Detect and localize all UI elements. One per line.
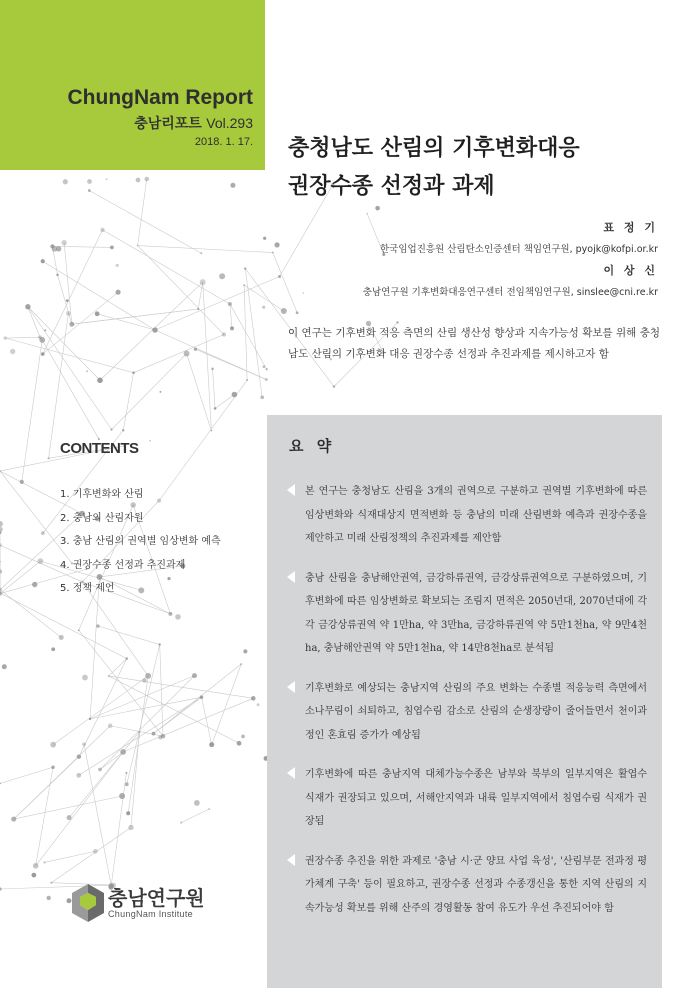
author-block-2	[363, 262, 658, 298]
series-korean-name: 충남리포트	[134, 116, 202, 132]
series-title: ChungNam Report	[67, 86, 253, 109]
summary-item-text: 본 연구는 충청남도 산림을 3개의 권역으로 구분하고 권역별 기후변화에 따른 임상변화와 식재대상지 면적변화 등 충남의 미래 산림변화 예측과 권장수종을 제안하고 미래 산림정책의 추진과제를 제안함	[305, 486, 647, 544]
summary-item-text: 충남 산림을 충남해안권역, 금강하류권역, 금강상류권역으로 구분하였으며, 기후변화에 따른 임상변화로 확보되는 조림지 면적은 2050년대, 2070년대에 각각 금강상류권역 약 1만ha, 약 3만ha, 금강하류권역 약 5만1천ha, 약 9만4천ha, 충남해안권역 약 5만1천ha, 약 14만8천ha로 분석됨	[305, 572, 647, 654]
author-name: 표 정 기	[603, 221, 658, 234]
summary-item	[287, 677, 647, 748]
issue-date: 2018. 1. 17.	[194, 136, 253, 148]
bullet-chevron-icon	[287, 767, 295, 779]
report-header-banner	[0, 0, 265, 170]
contents-item[interactable]: 3. 충남 산림의 권역별 임상변화 예측	[60, 536, 221, 547]
contents-item[interactable]: 2. 충남의 산림자원	[60, 512, 144, 524]
institute-name-english: ChungNam Institute	[108, 909, 193, 919]
author-affiliation: 충남연구원 기후변화대응연구센터 전임책임연구원, sinslee@cni.re.kr	[362, 287, 658, 298]
contents-heading: CONTENTS	[60, 440, 139, 457]
report-title-line-2: 권장수종 선정과 과제	[288, 174, 495, 199]
summary-item-text: 기후변화로 예상되는 충남지역 산림의 주요 변화는 수종별 적응능력 측면에서 소나무림이 쇠퇴하고, 침엽수림 감소로 산림의 순생장량이 줄어들면서 천이과정인 혼효림 증가가 예상됨	[305, 682, 647, 741]
contents-item[interactable]: 1. 기후변화와 산림	[60, 489, 144, 500]
contents-item[interactable]: 5. 정책 제언	[60, 583, 115, 594]
contents-item[interactable]: 4. 권장수종 선정과 추진과제	[60, 559, 186, 571]
institute-name-korean: 충남연구원	[108, 886, 205, 910]
summary-panel	[267, 415, 662, 988]
summary-item	[287, 567, 647, 661]
report-title	[288, 130, 678, 206]
author-name: 이 상 신	[603, 264, 658, 277]
report-title-line-1: 충청남도 산림의 기후변화대응	[288, 136, 580, 161]
institute-logo-mark-icon	[72, 884, 104, 922]
summary-item-text: 기후변화에 따른 충남지역 대체가능수종은 남부와 북부의 일부지역은 활엽수 식재가 권장되고 있으며, 서해안지역과 내륙 일부지역에서 침엽수림 식재가 권장됨	[305, 769, 647, 827]
bullet-chevron-icon	[287, 681, 295, 693]
summary-item	[287, 850, 647, 921]
institute-logo	[72, 882, 232, 928]
summary-item-text: 권장수종 추진을 위한 과제로 '충남 시·군 양묘 사업 육성', '산림부문 전과정 평가체계 구축' 등이 필요하고, 권장수종 선정과 수종갱신을 통한 지역 산림의 지속가능성 확보를 위해 산주의 경영활동 참여 유도가 우선 추진되어야 함	[305, 855, 647, 914]
intro-paragraph: 이 연구는 기후변화 적응 측면의 산림 생산성 향상과 지속가능성 확보를 위해 충청남도 산림의 기후변화 대응 권장수종 선정과 추진과제를 제시하고자 함	[288, 327, 660, 360]
summary-list	[287, 480, 647, 936]
summary-item	[287, 480, 647, 551]
author-affiliation: 한국임업진흥원 산림탄소인증센터 책임연구원, pyojk@kofpi.or.kr	[379, 244, 658, 255]
bullet-chevron-icon	[287, 484, 295, 496]
volume-number: Vol.293	[206, 115, 253, 131]
contents-list	[60, 483, 221, 601]
author-block-1	[380, 219, 658, 255]
summary-item	[287, 763, 647, 834]
bullet-chevron-icon	[287, 571, 295, 583]
series-volume	[134, 113, 253, 133]
bullet-chevron-icon	[287, 854, 295, 866]
summary-heading: 요 약	[289, 437, 336, 455]
